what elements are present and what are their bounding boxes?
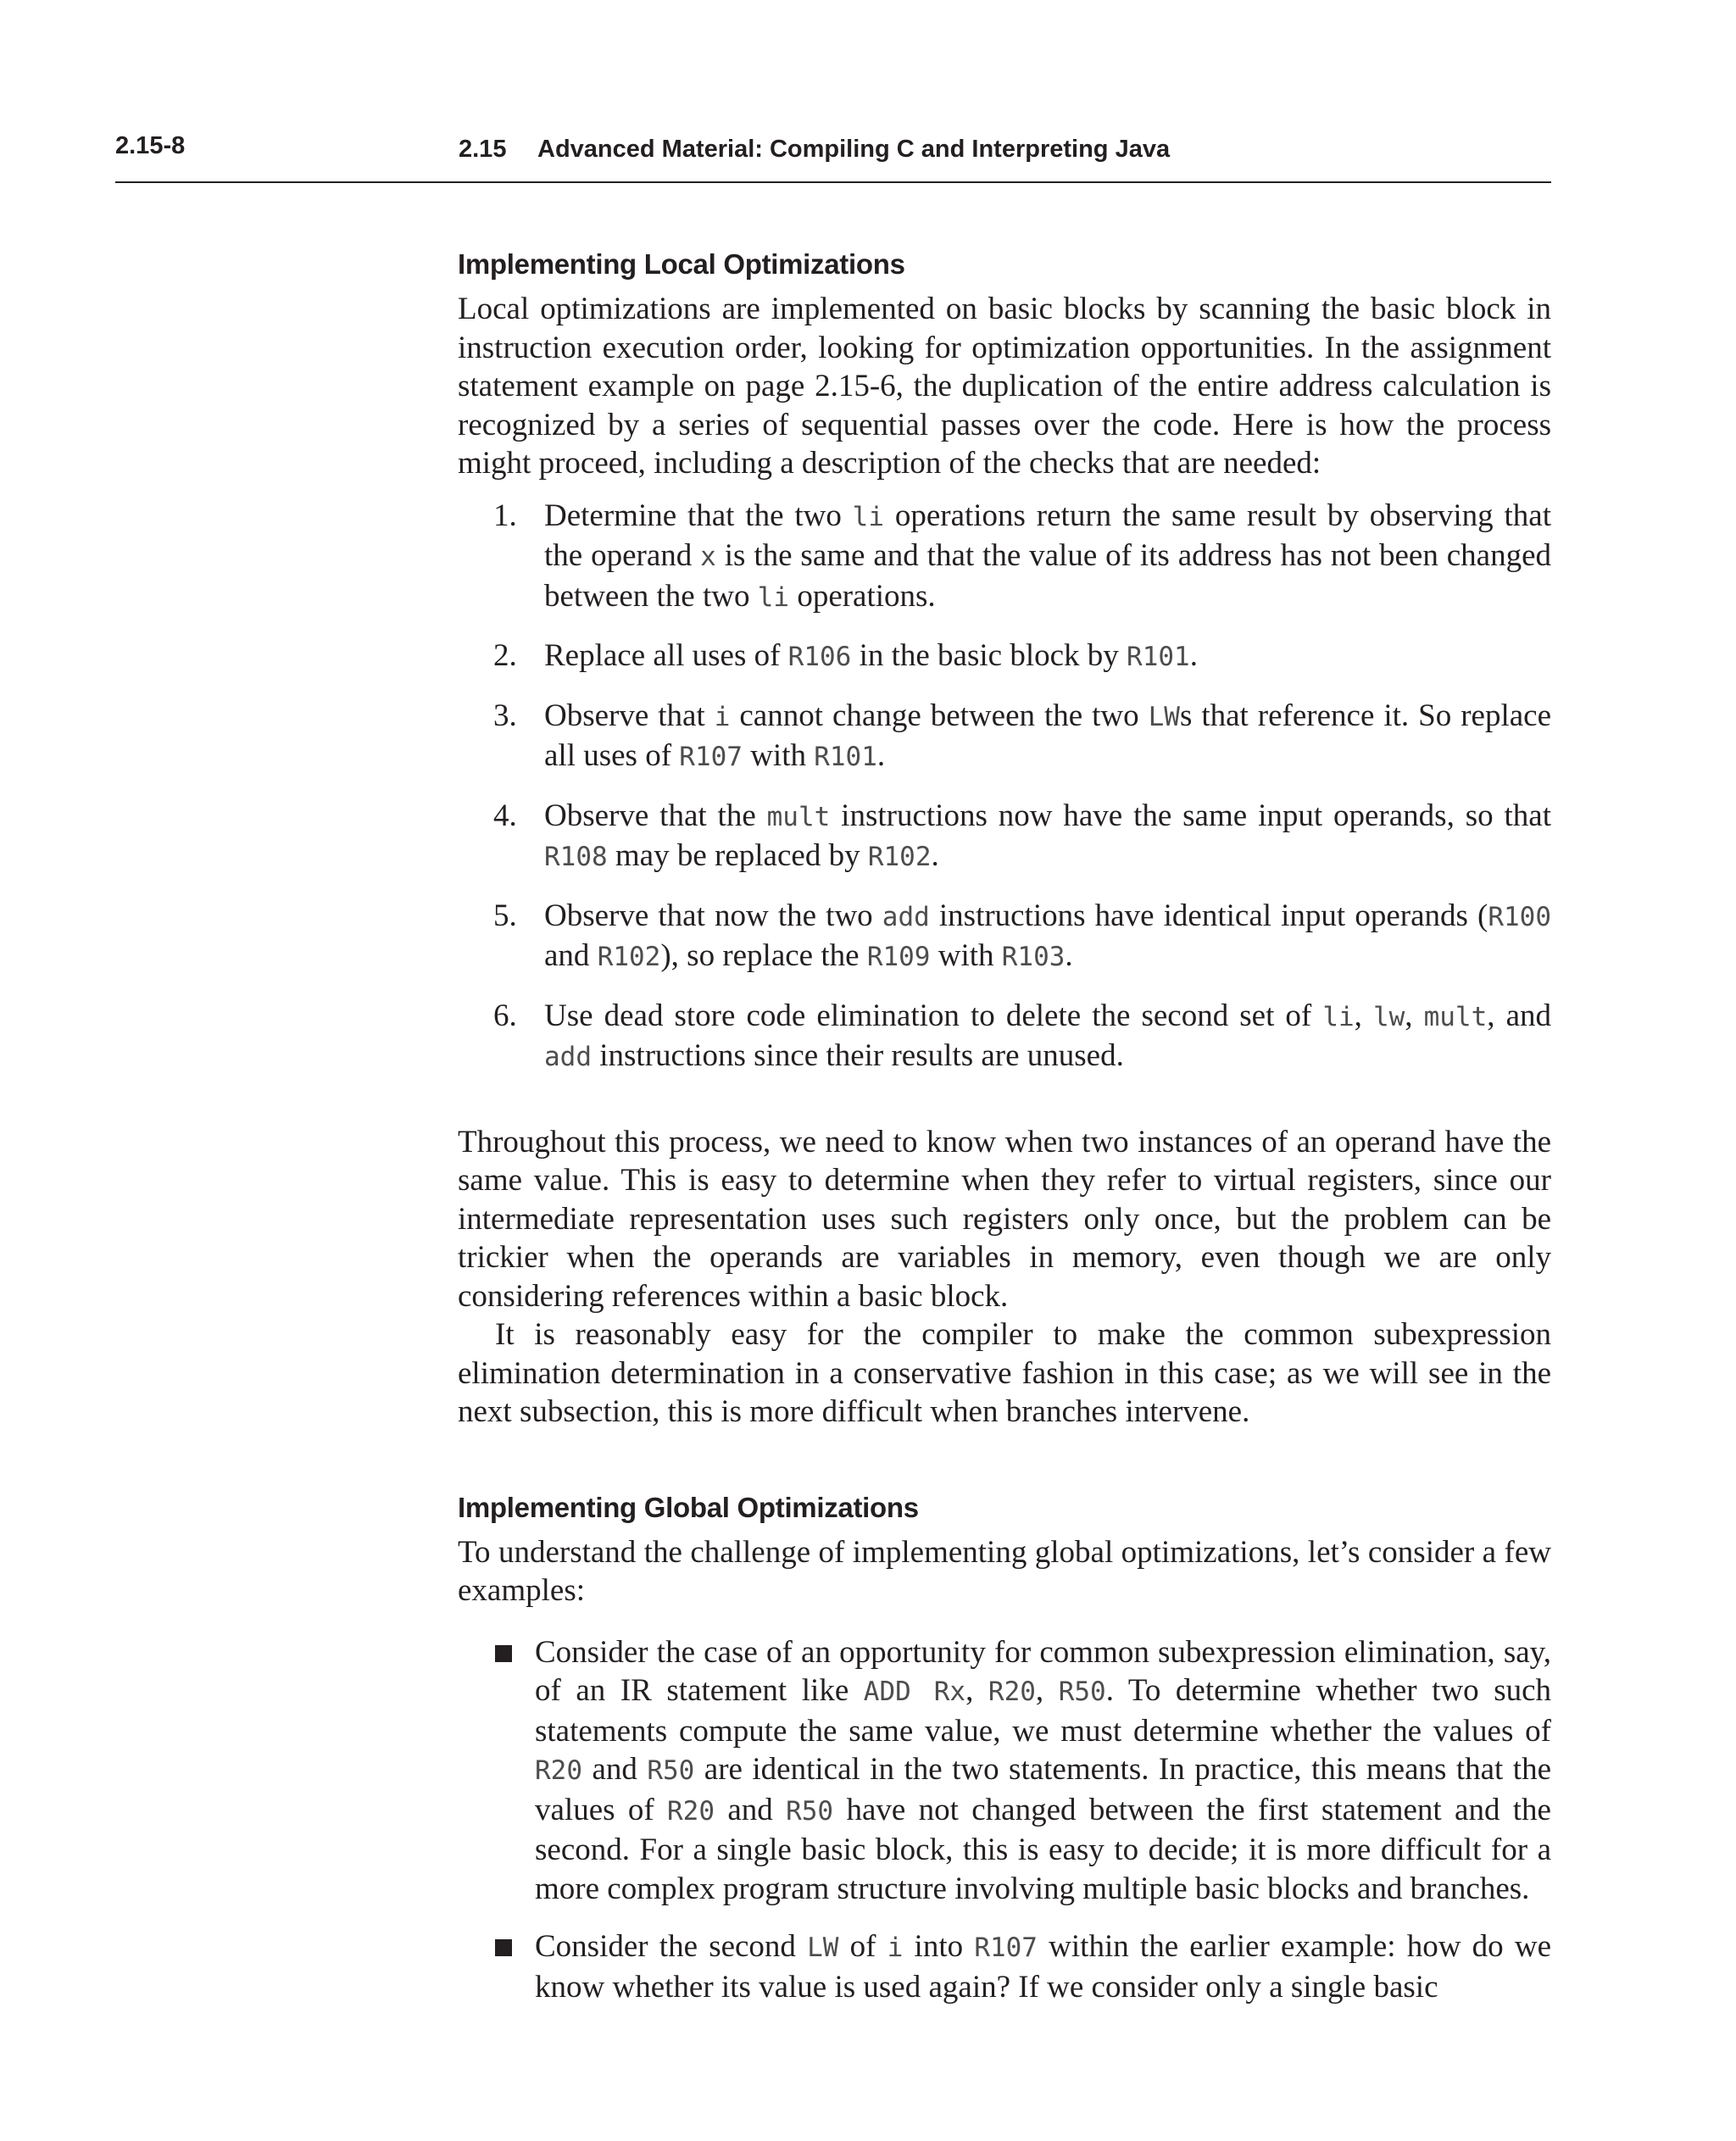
inline-code: R108 — [544, 842, 608, 872]
list-item: 1. Determine that the two li operations return the same result by observing that the operand x is the same and that the value of its address has not been changed between the two li operations. — [493, 498, 1551, 614]
list-item: Consider the case of an opportunity for common subexpression elimination, say, of an IR statement like ADD Rx, R20, R50. To determine whether two such statements compute the same value, we must determine whether the values of R20 and R50 are identical in the two statements. In practice, this means that the values of R20 and R50 have not changed between the first statement and the second. For a single basic block, this is easy to decide; it is more difficult for a more complex program structure involving multiple basic blocks and branches. — [458, 1633, 1551, 1909]
inline-code: i — [887, 1932, 904, 1963]
step-number: 5. — [493, 898, 517, 933]
inline-code: R20 — [535, 1755, 582, 1786]
global-examples-list — [458, 1633, 1551, 2007]
inline-code: R102 — [867, 842, 932, 872]
inline-code: R107 — [974, 1932, 1038, 1963]
list-item: 4. Observe that the mult instructions now have the same input operands, so that R108 may be replaced by R102. — [493, 798, 1551, 873]
inline-code: R103 — [1001, 942, 1066, 972]
section-number: 2.15 — [459, 136, 507, 163]
step-number: 4. — [493, 798, 517, 833]
list-item: 6. Use dead store code elimination to delete the second set of li, lw, mult, and add instructions since their results are unused. — [493, 998, 1551, 1073]
list-item: 2. Replace all uses of R106 in the basic block by R101. — [458, 637, 1551, 677]
page-number: 2.15-8 — [115, 132, 186, 159]
inline-code: mult — [766, 801, 831, 832]
inline-code: li — [852, 501, 884, 532]
inline-code: R107 — [679, 742, 743, 772]
inline-code: ADD Rx — [863, 1677, 966, 1707]
step-number: 3. — [493, 698, 517, 733]
inline-code: R106 — [787, 642, 852, 672]
step-number: 2. — [493, 638, 517, 673]
optimization-steps-list — [458, 497, 1551, 1077]
inline-code: R20 — [667, 1795, 715, 1827]
section-title: Advanced Material: Compiling C and Interpreting Java — [537, 136, 1171, 163]
inline-code: R102 — [597, 942, 661, 972]
local-intro-paragraph: Local optimizations are implemented on basic blocks by scanning the basic block in instruction execution order, looking for optimization opportunities. In the assignment statement example on page 2.15-6, the duplication of the entire address calculation is recognized by a series of sequential passes over the code. Here is how the process might proceed, including a description of the checks that are needed: — [458, 292, 1551, 481]
inline-code: x — [700, 542, 716, 572]
square-bullet-icon — [495, 1939, 512, 1956]
list-item: 5. Observe that now the two add instructions have identical input operands (R100 and R102), so replace the R109 with R103. — [493, 898, 1551, 973]
inline-code: R100 — [1488, 901, 1551, 932]
inline-code: LW — [1148, 701, 1180, 732]
list-item: Consider the second LW of i into R107 within the earlier example: how do we know whether its value is used again? If we consider only a single basic — [458, 1927, 1551, 2006]
running-header — [115, 131, 1551, 183]
local-optimizations-heading: Implementing Local Optimizations — [458, 248, 905, 280]
square-bullet-icon — [495, 1645, 512, 1662]
inline-code: R50 — [786, 1795, 834, 1827]
inline-code: R109 — [866, 942, 931, 972]
global-optimizations-heading: Implementing Global Optimizations — [458, 1491, 919, 1523]
operand-values-paragraph: Throughout this process, we need to know when two instances of an operand have the same value. This is easy to determine when they refer to virtual registers, since our intermediate representation uses such registers only once, but the problem can be trickier when the operands are variables in memory, even though we are only considering references within a basic block. — [458, 1124, 1551, 1314]
step-number: 6. — [493, 998, 517, 1033]
inline-code: i — [714, 701, 731, 732]
list-item: 3. Observe that i cannot change between the two LWs that reference it. So replace all uses of R107 with R101. — [493, 698, 1551, 773]
cse-conservative-paragraph: It is reasonably easy for the compiler to make the common subexpression elimination determination in a conservative fashion in this case; as we will see in the next subsection, this is more difficult when branches intervene. — [458, 1317, 1551, 1429]
global-intro-paragraph: To understand the challenge of implementing global optimizations, let’s consider a few examples: — [458, 1534, 1551, 1608]
inline-code: R20 — [988, 1677, 1036, 1707]
inline-code: add — [544, 1042, 592, 1072]
inline-code: li — [757, 581, 790, 613]
inline-code: R101 — [814, 742, 877, 772]
inline-code: R50 — [647, 1755, 695, 1786]
inline-code: add — [882, 901, 930, 932]
inline-code: R101 — [1127, 642, 1190, 672]
step-number: 1. — [493, 498, 517, 533]
inline-code: R50 — [1058, 1677, 1106, 1707]
page-body — [458, 246, 1551, 2026]
inline-code: li — [1322, 1001, 1355, 1032]
inline-code: lw — [1372, 1001, 1405, 1032]
inline-code: LW — [807, 1932, 839, 1963]
inline-code: mult — [1423, 1001, 1488, 1032]
